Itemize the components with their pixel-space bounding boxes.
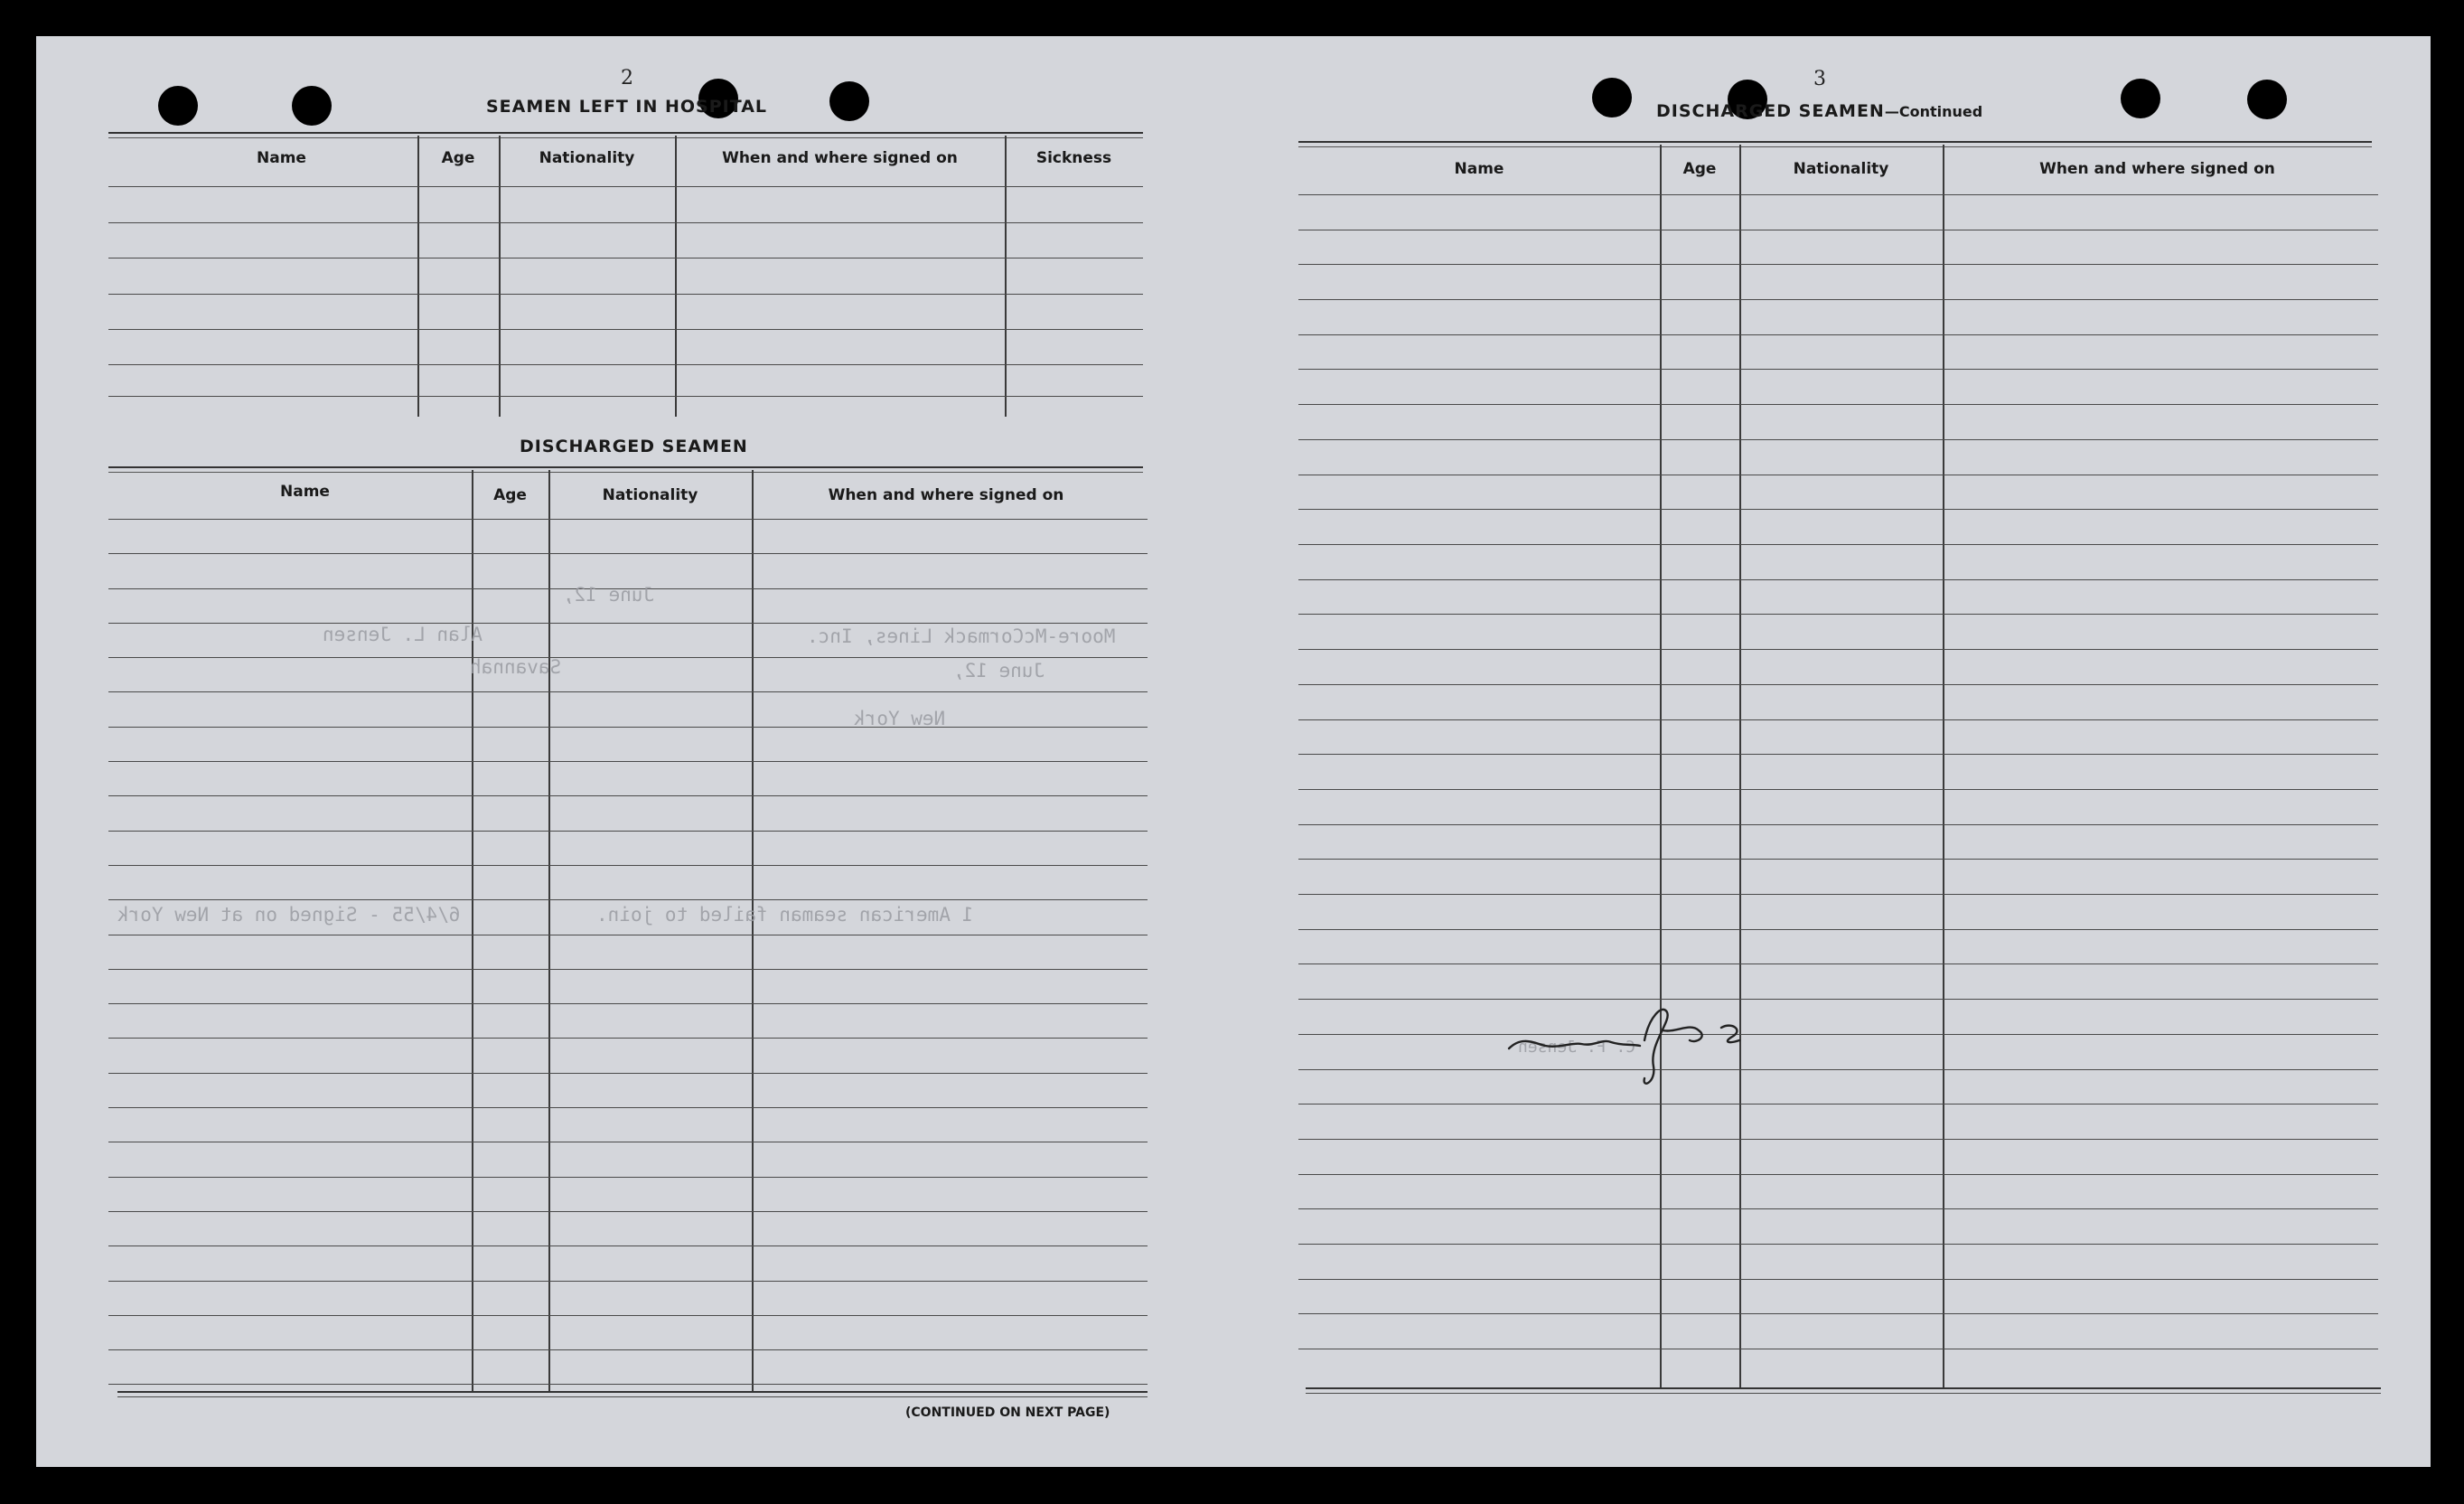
discharged-section-title: DISCHARGED SEAMEN [520,437,748,456]
signature-stamp: C. F. Jensen [1518,1038,1636,1057]
document-scan [36,36,2431,1467]
ruled-line [108,727,1148,728]
ruled-line [1298,684,2378,685]
ruled-line [108,1281,1148,1282]
ruled-line [1298,1279,2378,1280]
ruled-line [1298,299,2378,300]
ruled-line [1298,1139,2378,1140]
punch-hole [1592,78,1632,118]
bleed-through-text: Moore-McCormack Lines, Inc. [807,625,1116,647]
punch-hole [158,86,198,126]
hospital-col-sickness: Sickness [1035,149,1112,167]
hospital-col-nationality: Nationality [539,149,635,167]
ruled-line [1298,754,2378,755]
ruled-line [1298,264,2378,265]
ruled-line [1298,824,2378,825]
punch-hole [2247,80,2287,119]
ruled-line [1298,649,2378,650]
bleed-through-text: June 12, [563,584,655,606]
right-col-nationality: Nationality [1793,160,1889,178]
continued-footer: (CONTINUED ON NEXT PAGE) [905,1405,1110,1420]
ruled-line [1298,439,2378,440]
ruled-line [108,1177,1148,1178]
ruled-line [1298,404,2378,405]
ruled-line [108,899,1148,900]
ruled-line [1298,929,2378,930]
title-continued: —Continued [1884,103,1983,120]
ruled-line [108,1003,1148,1004]
ruled-line [1298,194,2378,195]
ruled-line [1298,719,2378,720]
ruled-line [108,1349,1148,1350]
ruled-line [108,691,1148,692]
title-main: DISCHARGED SEAMEN [1656,101,1885,121]
ruled-line [108,1107,1148,1108]
ruled-line [1298,789,2378,790]
discharged-col-nationality: Nationality [602,486,698,504]
ruled-line [1298,999,2378,1000]
ruled-line [1298,334,2378,335]
ruled-line [108,553,1148,554]
hospital-col-name: Name [257,149,306,167]
ruled-line [1298,544,2378,545]
ruled-line [108,1384,1148,1385]
ruled-line [108,761,1148,762]
bleed-through-text: Alan L. Jensen [323,624,483,645]
ruled-line [1298,894,2378,895]
signature-handwriting [1495,981,1766,1098]
ruled-line [108,831,1148,832]
punch-hole [829,81,869,121]
discharged-col-name: Name [280,483,330,501]
ruled-line [108,1038,1148,1039]
ruled-line [108,1211,1148,1212]
ruled-line [1298,1313,2378,1314]
ruled-line [108,969,1148,970]
bleed-through-text: 6/4/55 - Signed on at New York [117,904,461,926]
ruled-line [1298,614,2378,615]
bleed-through-text: June 12, [953,660,1045,682]
hospital-section-title: SEAMEN LEFT IN HOSPITAL [486,97,768,117]
ruled-line [1298,509,2378,510]
punch-hole [2121,79,2160,118]
ruled-line [1298,1244,2378,1245]
right-col-signed-on: When and where signed on [2039,160,2275,178]
ruled-line [108,623,1148,624]
discharged-continued-title [1656,101,1982,121]
ruled-line [108,865,1148,866]
ruled-line [1298,579,2378,580]
discharged-col-age: Age [493,486,527,504]
ruled-line [1298,1069,2378,1070]
ruled-line [108,795,1148,796]
ruled-line [108,1073,1148,1074]
page-number-left: 2 [621,67,633,89]
ruled-line [108,519,1148,520]
bleed-through-text: Savannah [470,656,562,678]
ruled-line [1298,369,2378,370]
bleed-through-text: New York [854,708,946,729]
right-col-name: Name [1454,160,1504,178]
ruled-line [1298,1208,2378,1209]
ruled-line [1298,859,2378,860]
hospital-col-age: Age [441,149,475,167]
hospital-col-signed-on: When and where signed on [722,149,958,167]
right-col-age: Age [1682,160,1717,178]
ruled-line [108,657,1148,658]
bleed-through-text: 1 American seaman failed to join. [596,904,974,926]
punch-hole [292,86,332,126]
ruled-line [1298,1174,2378,1175]
ruled-line [108,1315,1148,1316]
page-number-right: 3 [1813,68,1826,90]
discharged-col-signed-on: When and where signed on [828,486,1064,504]
ruled-line [1298,1034,2378,1035]
